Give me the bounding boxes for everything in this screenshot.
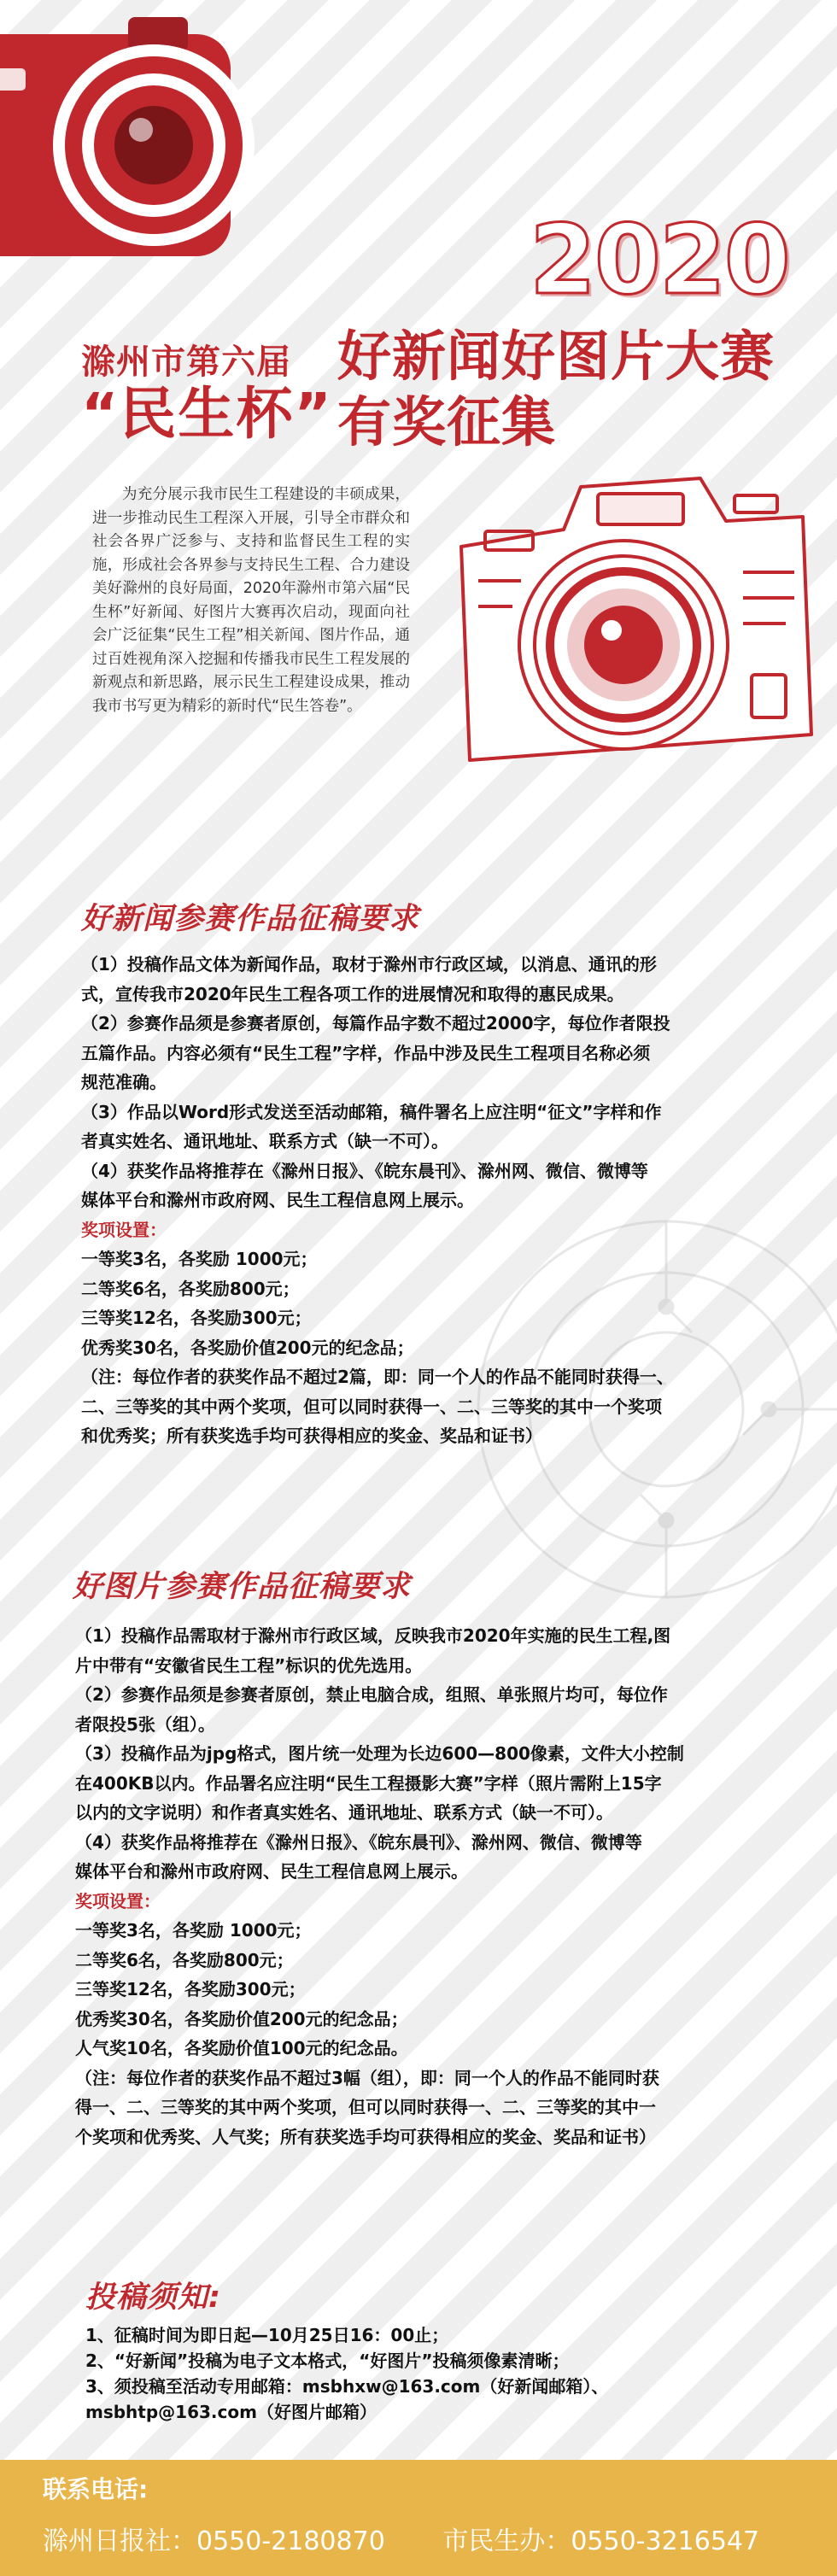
contact-phone-office: 市民生办：0550-3216547 [442, 2526, 760, 2556]
photo-award-item: 人气奖10名，各奖励价值100元的纪念品。 [75, 2038, 408, 2058]
photo-award-item: 三等奖12名，各奖励300元； [75, 1979, 306, 1999]
news-section-heading: 好新闻参赛作品征稿要求 [81, 902, 420, 936]
photo-requirement-line: （3）投稿作品为jpg格式，图片统一处理为长边600—800像素，文件大小控制 [75, 1743, 684, 1764]
submission-heading: 投稿须知: [85, 2280, 221, 2315]
photo-requirement-line: （1）投稿作品需取材于滁州市行政区域，反映我市2020年实施的民生工程,图 [75, 1625, 671, 1646]
photo-awards-label: 奖项设置： [75, 1890, 161, 1912]
photo-award-item: 二等奖6名，各奖励800元； [75, 1949, 294, 1970]
news-requirement-line: （2）参赛作品须是参赛者原创，每篇作品字数不超过2000字，每位作者限投 [81, 1013, 670, 1033]
intro-paragraph: 为充分展示我市民生工程建设的丰硕成果，进一步推动民生工程深入开展，引导全市群众和社会各界广泛参与、支持和监督民生工程的实施，形成社会各界参与支持民生工程、合力建设美好滁州的良好局面，2020年滁州市第六届“民生杯”好新闻、好图片大赛再次启动，现面向社会广泛征集“民生工程”相关新闻、图片作品，通过百姓视角深入挖掘和传播我市民生工程发展的新观点和新思路，展示民生工程建设成果，推动我市书写更为精彩的新时代“民生答卷”。 [92, 486, 410, 715]
contact-phone-newspaper: 滁州日报社：0550-2180870 [43, 2526, 385, 2556]
news-note-line: 二、三等奖的其中两个奖项，但可以同时获得一、二、三等奖的其中一个奖项 [81, 1396, 662, 1417]
photo-award-item: 一等奖3名，各奖励 1000元； [75, 1920, 312, 1941]
page-title-secondary: 有奖征集 [337, 391, 556, 454]
news-note-line: 和优秀奖；所有获奖选手均可获得相应的奖金、奖品和证书） [81, 1426, 542, 1446]
news-requirement-line: 五篇作品。内容必须有“民生工程”字样，作品中涉及民生工程项目名称必须 [81, 1042, 651, 1063]
photo-section-heading: 好图片参赛作品征稿要求 [73, 1570, 412, 1604]
news-requirement-line: 式，宣传我市2020年民生工程各项工作的进展情况和取得的惠民成果。 [81, 983, 624, 1004]
camera-sketch-icon [444, 453, 820, 811]
submission-line: 3、须投稿至活动专用邮箱：msbhxw@163.com（好新闻邮箱）、 [85, 2376, 609, 2397]
news-requirement-line: 规范准确。 [81, 1072, 167, 1092]
camera-illustration-icon [0, 0, 290, 307]
photo-requirement-line: （4）获奖作品将推荐在《滁州日报》、《皖东晨刊》、滁州网、微信、微博等 [75, 1831, 642, 1853]
page-title: 好新闻好图片大赛 [337, 325, 775, 388]
photo-requirement-line: 者限投5张（组）。 [75, 1713, 215, 1735]
submission-line: 1、征稿时间为即日起—10月25日16：00止； [85, 2325, 449, 2345]
event-edition: 滁州市第六届 [81, 342, 291, 382]
photo-requirement-line: 媒体平台和滁州市政府网、民生工程信息网上展示。 [75, 1861, 468, 1882]
photo-award-item: 优秀奖30名，各奖励价值200元的纪念品； [75, 2008, 408, 2029]
news-award-item: 三等奖12名，各奖励300元； [81, 1308, 312, 1328]
photo-requirement-line: （2）参赛作品须是参赛者原创，禁止电脑合成，组照、单张照片均可，每位作 [75, 1684, 668, 1705]
photo-requirement-line: 以内的文字说明）和作者真实姓名、通讯地址、联系方式（缺一不可）。 [75, 1802, 613, 1823]
cup-name: “民生杯” [81, 381, 333, 447]
photo-note-line: 得一、二、三等奖的其中两个奖项，但可以同时获得一、二、三等奖的其中一 [75, 2097, 656, 2117]
news-requirement-line: （4）获奖作品将推荐在《滁州日报》、《皖东晨刊》、滁州网、微信、微博等 [81, 1160, 648, 1181]
news-note-line: （注：每位作者的获奖作品不超过2篇，即：同一个人的作品不能同时获得一、 [81, 1367, 674, 1387]
photo-section-body [75, 1621, 784, 2152]
photo-requirement-line: 在400KB以内。作品署名应注明“民生工程摄影大赛”字样（照片需附上15字 [75, 1772, 662, 1794]
year-banner: 2020 [530, 205, 789, 316]
news-requirement-line: 媒体平台和滁州市政府网、民生工程信息网上展示。 [81, 1190, 474, 1210]
submission-body [85, 2322, 769, 2425]
submission-line: 2、“好新闻”投稿为电子文本格式，“好图片”投稿须像素清晰； [85, 2351, 570, 2371]
contact-phones [43, 2520, 809, 2557]
photo-requirement-line: 片中带有“安徽省民生工程”标识的优先选用。 [75, 1654, 423, 1676]
news-requirement-line: （1）投稿作品文体为新闻作品，取材于滁州市行政区域，以消息、通讯的形 [81, 954, 657, 975]
contact-label: 联系电话: [43, 2475, 149, 2503]
photo-note-line: 个奖项和优秀奖、人气奖；所有获奖选手均可获得相应的奖金、奖品和证书） [75, 2126, 656, 2147]
news-requirement-line: 者真实姓名、通讯地址、联系方式（缺一不可）。 [81, 1131, 448, 1151]
news-section-body [81, 950, 790, 1451]
news-requirement-line: （3）作品以Word形式发送至活动邮箱，稿件署名上应注明“征文”字样和作 [81, 1101, 662, 1122]
news-award-item: 优秀奖30名，各奖励价值200元的纪念品； [81, 1337, 414, 1358]
photo-note-line: （注：每位作者的获奖作品不超过3幅（组），即：同一个人的作品不能同时获 [75, 2067, 659, 2088]
news-award-item: 二等奖6名，各奖励800元； [81, 1278, 300, 1299]
news-awards-label: 奖项设置： [81, 1219, 167, 1240]
submission-line: msbhtp@163.com（好图片邮箱） [85, 2402, 377, 2422]
news-award-item: 一等奖3名，各奖励 1000元； [81, 1249, 318, 1269]
